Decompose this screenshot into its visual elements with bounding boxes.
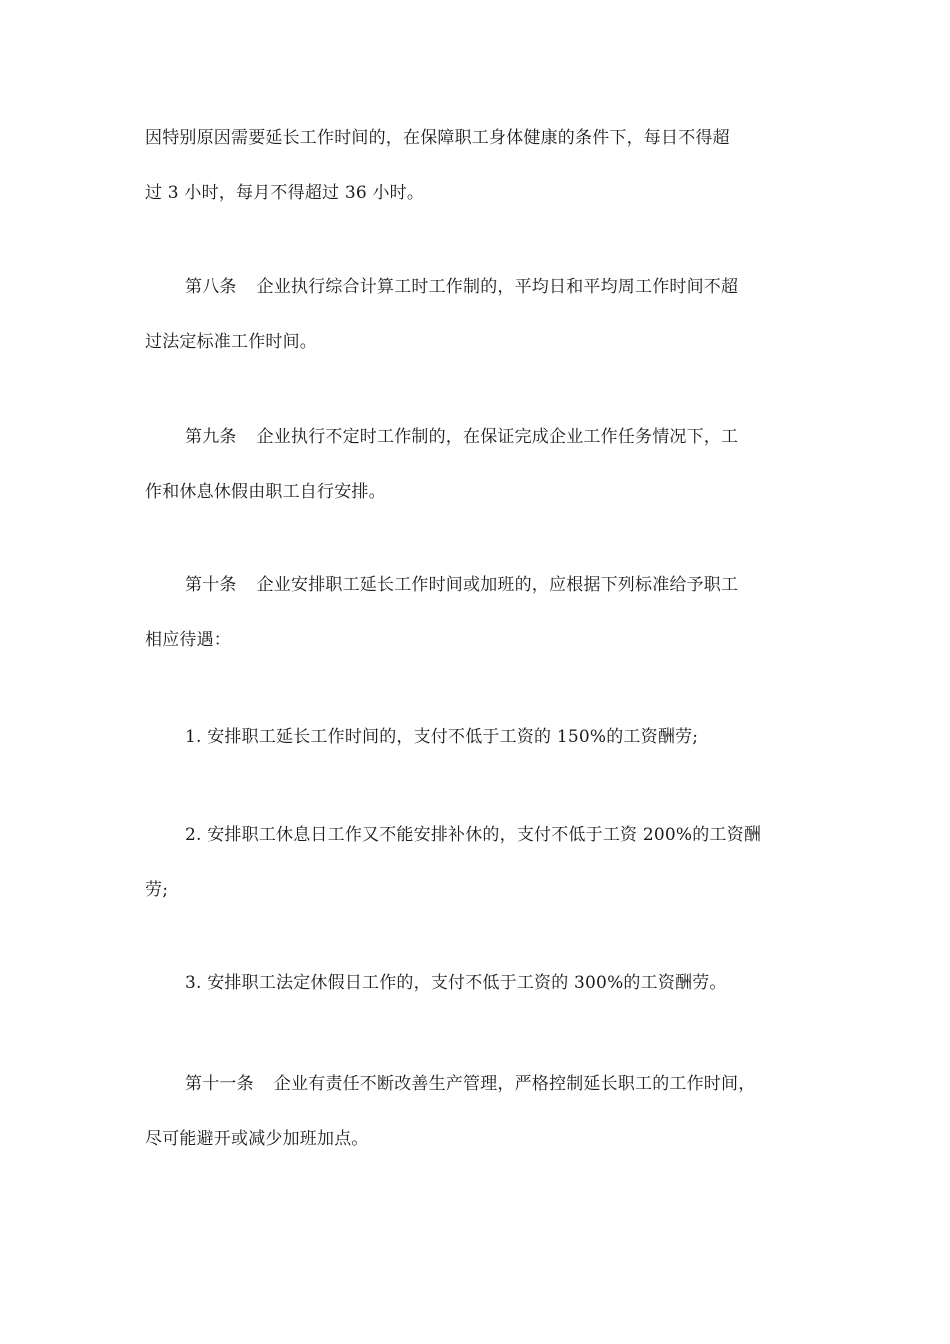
article-number: 第八条 — [185, 277, 237, 297]
paragraph-line: 企业执行综合计算工时工作制的，平均日和平均周工作时间不超 — [256, 277, 739, 297]
article-number: 第十一条 — [185, 1074, 254, 1094]
paragraph-line: 劳; — [145, 880, 169, 900]
paragraph-line: 3. 安排职工法定休假日工作的，支付不低于工资的 300%的工资酬劳。 — [185, 973, 727, 993]
paragraph-line: 尽可能避开或减少加班加点。 — [145, 1129, 369, 1149]
paragraph-line: 过 3 小时，每月不得超过 36 小时。 — [145, 183, 425, 203]
paragraph-line: 作和休息休假由职工自行安排。 — [145, 482, 386, 502]
paragraph-continuation — [145, 111, 810, 221]
article-number: 第九条 — [185, 427, 237, 447]
article-11 — [145, 1057, 810, 1167]
paragraph-line: 过法定标准工作时间。 — [145, 332, 317, 352]
article-number: 第十条 — [185, 575, 237, 595]
article-10 — [145, 558, 810, 668]
paragraph-line: 2. 安排职工休息日工作又不能安排补休的，支付不低于工资 200%的工资酬 — [185, 825, 762, 845]
paragraph-line: 企业执行不定时工作制的，在保证完成企业工作任务情况下，工 — [256, 427, 739, 447]
paragraph-line: 企业有责任不断改善生产管理，严格控制延长职工的工作时间， — [273, 1074, 756, 1094]
paragraph-line: 企业安排职工延长工作时间或加班的，应根据下列标准给予职工 — [256, 575, 739, 595]
paragraph-line: 相应待遇： — [145, 630, 231, 650]
list-item-1 — [145, 710, 810, 765]
article-8 — [145, 260, 810, 370]
paragraph-line: 因特别原因需要延长工作时间的，在保障职工身体健康的条件下，每日不得超 — [145, 128, 730, 148]
paragraph-line: 1. 安排职工延长工作时间的，支付不低于工资的 150%的工资酬劳; — [185, 727, 699, 747]
article-9 — [145, 410, 810, 520]
list-item-2 — [145, 808, 810, 918]
list-item-3 — [145, 956, 810, 1011]
